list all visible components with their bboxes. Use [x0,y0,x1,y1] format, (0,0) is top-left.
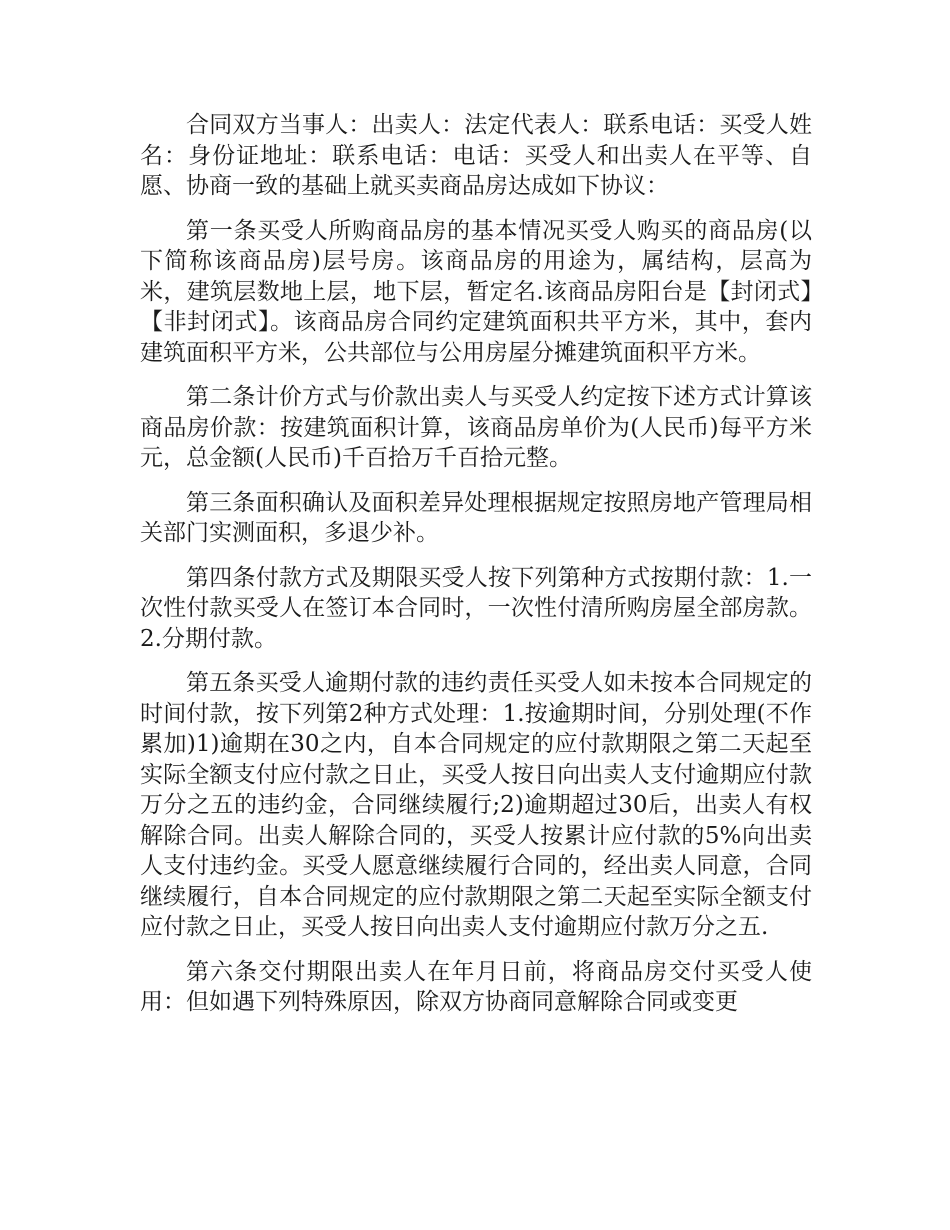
document-body [140,110,812,1032]
paragraph-article-3: 第三条面积确认及面积差异处理根据规定按照房地产管理局相关部门实测面积，多退少补。 [140,489,812,546]
paragraph-article-4: 第四条付款方式及期限买受人按下列第种方式按期付款：1.一次性付款买受人在签订本合同时，一次性付清所购房屋全部房款。2.分期付款。 [140,564,812,652]
paragraph-article-5: 第五条买受人逾期付款的违约责任买受人如未按本合同规定的时间付款，按下列第2种方式处理：1.按逾期时间，分别处理(不作累加)1)逾期在30之内，自本合同规定的应付款期限之第二天起至实际全额支付应付款之日止，买受人按日向出卖人支付逾期应付款万分之五的违约金，合同继续履行;2)逾期超过30后，出卖人有权解除合同。出卖人解除合同的，买受人按累计应付款的5%向出卖人支付违约金。买受人愿意继续履行合同的，经出卖人同意，合同继续履行，自本合同规定的应付款期限之第二天起至实际全额支付应付款之日止，买受人按日向出卖人支付逾期应付款万分之五. [140,670,812,940]
paragraph-parties: 合同双方当事人：出卖人：法定代表人：联系电话：买受人姓名：身份证地址：联系电话：电话：买受人和出卖人在平等、自愿、协商一致的基础上就买卖商品房达成如下协议： [140,112,812,199]
paragraph-article-6: 第六条交付期限出卖人在年月日前，将商品房交付买受人使用：但如遇下列特殊原因，除双方协商同意解除合同或变更 [140,958,812,1015]
paragraph-article-2: 第二条计价方式与价款出卖人与买受人约定按下述方式计算该商品房价款：按建筑面积计算，该商品房单价为(人民币)每平方米元，总金额(人民币)千百拾万千百拾元整。 [140,384,812,471]
paragraph-article-1: 第一条买受人所购商品房的基本情况买受人购买的商品房(以下简称该商品房)层号房。该商品房的用途为，属结构，层高为米，建筑层数地上层，地下层，暂定名.该商品房阳台是【封闭式】【非封闭式】。该商品房合同约定建筑面积共平方米，其中，套内建筑面积平方米，公共部位与公用房屋分摊建筑面积平方米。 [140,217,812,366]
